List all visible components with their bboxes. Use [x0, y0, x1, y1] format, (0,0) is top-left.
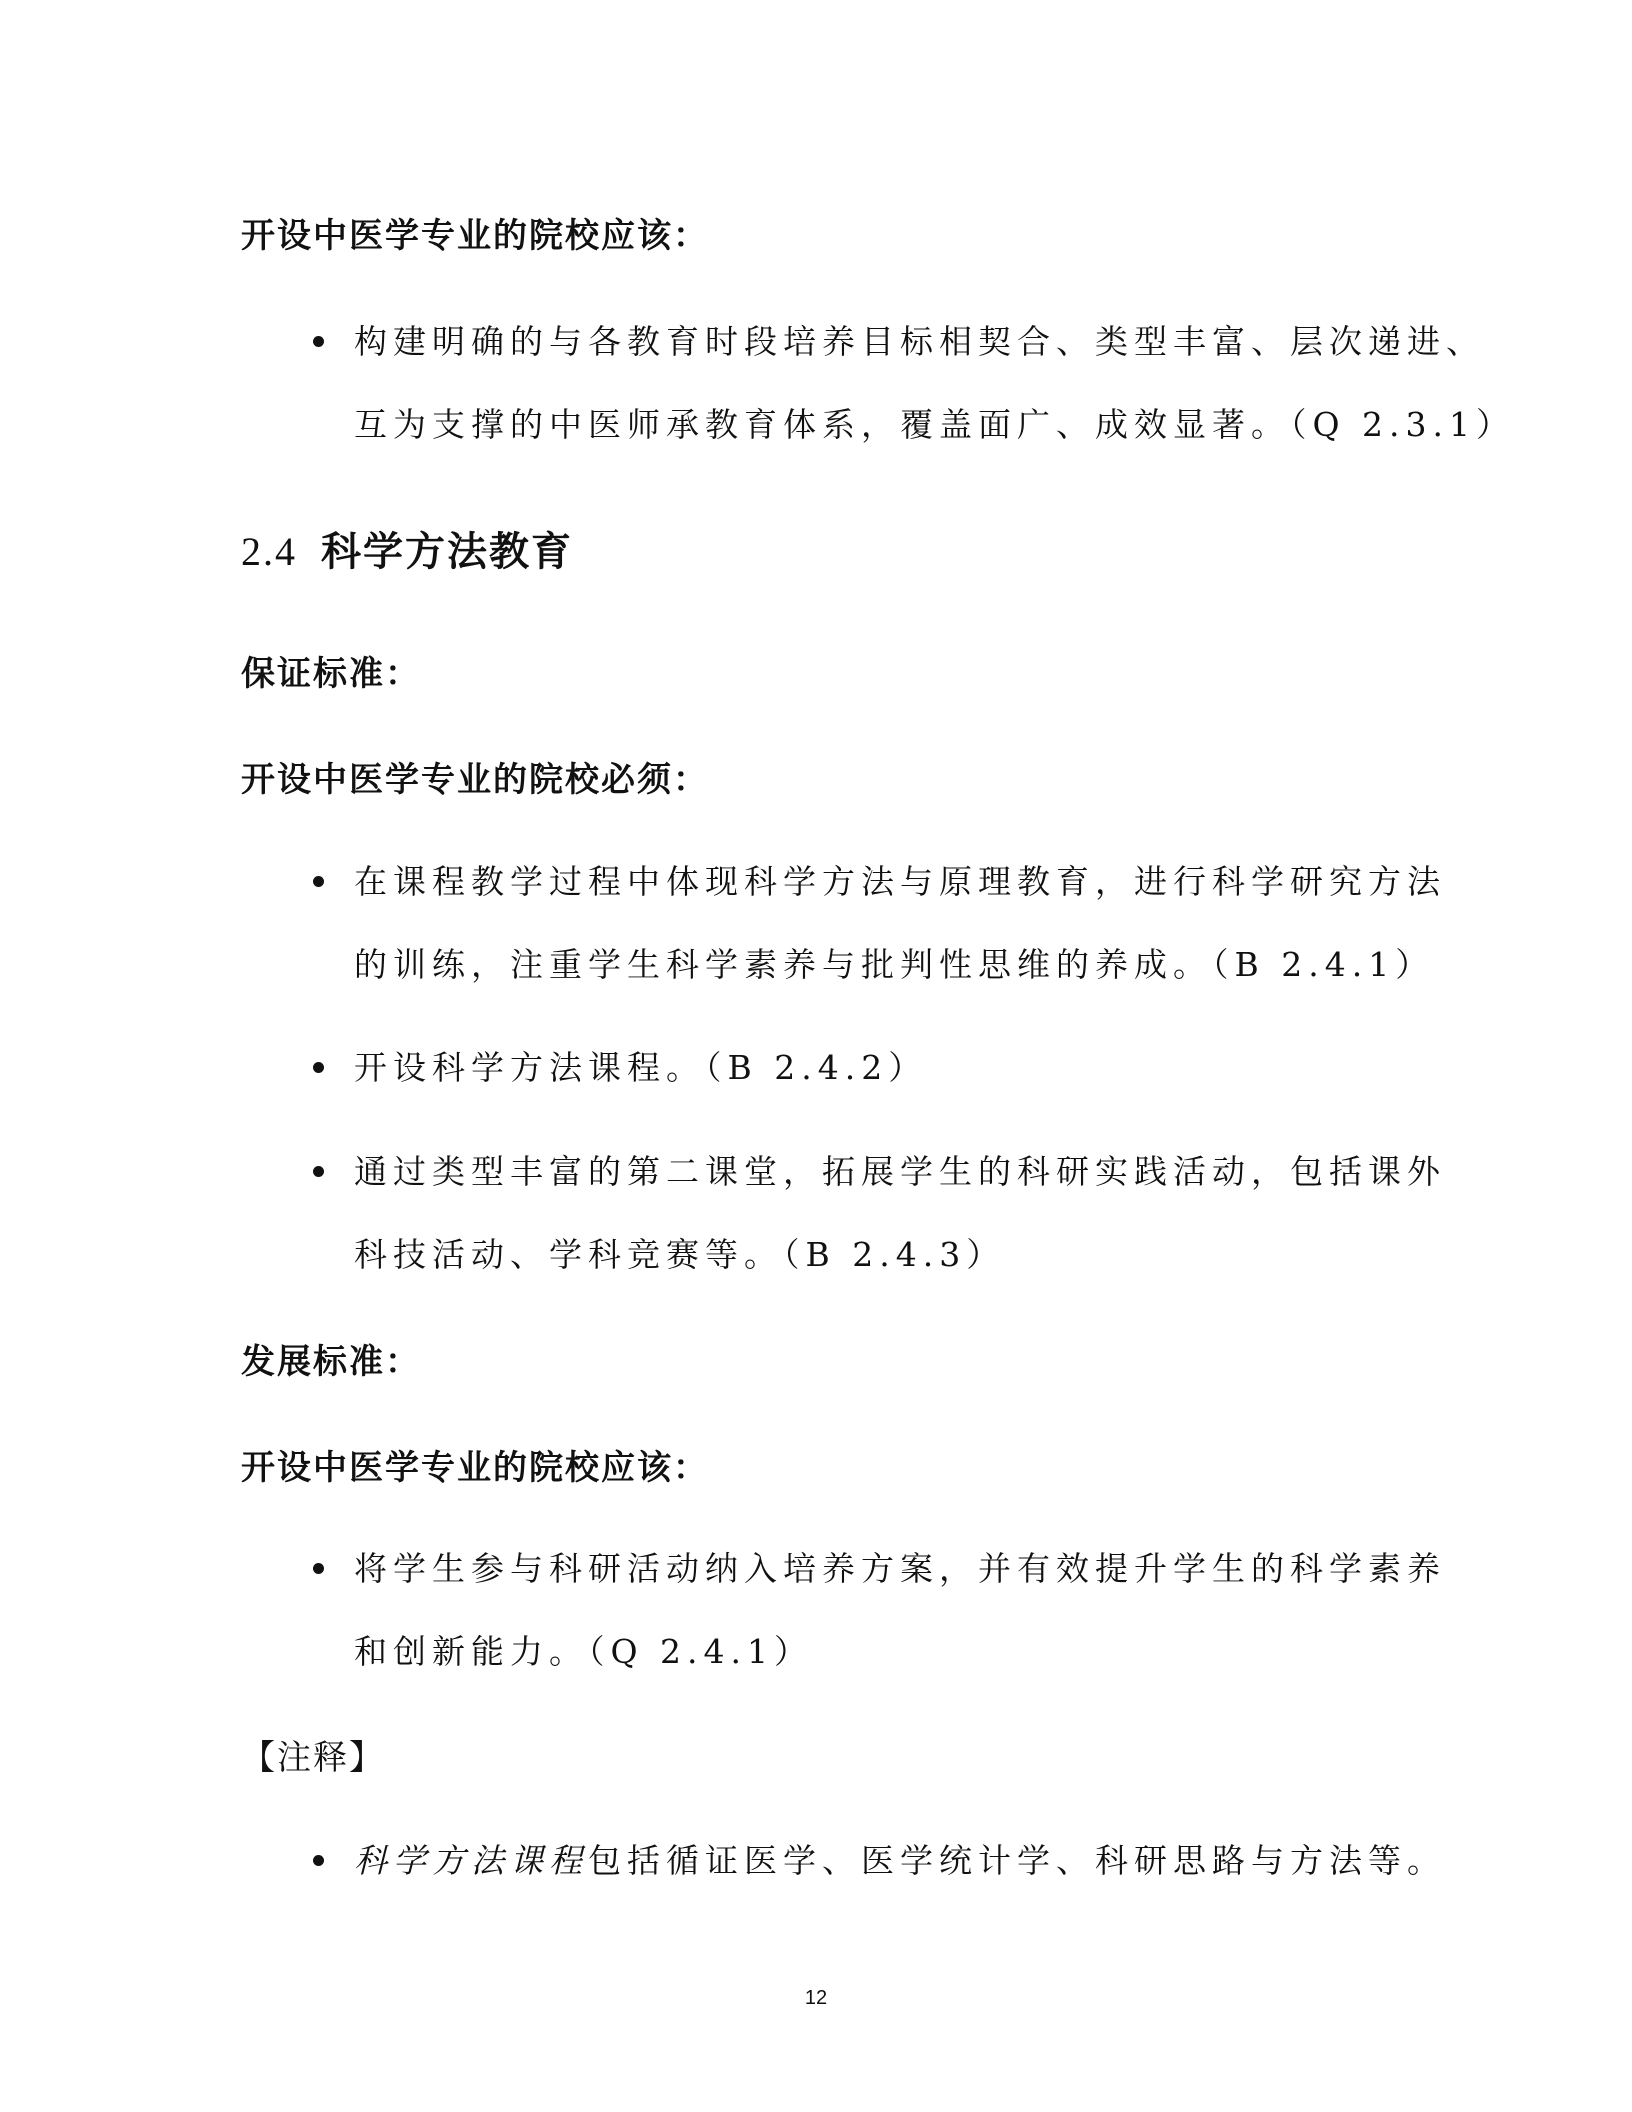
- list-item-line: 和创新能力。（Q 2.4.1）: [354, 1632, 814, 1671]
- basic-standard-label: 保证标准：: [241, 654, 421, 694]
- list-item-line: 在课程教学过程中体现科学方法与原理教育，进行科学研究方法: [354, 862, 1446, 901]
- basic-standard-intro: 开设中医学专业的院校必须：: [241, 760, 709, 800]
- development-standard-intro-prev: 开设中医学专业的院校应该：: [241, 216, 709, 256]
- bullet-icon: [313, 876, 324, 887]
- list-item-line: 互为支撑的中医师承教育体系，覆盖面广、成效显著。（Q 2.3.1）: [354, 405, 1516, 444]
- quality-standard-label: 发展标准：: [241, 1342, 421, 1382]
- note-term: 科学方法课程: [354, 1841, 588, 1880]
- note-line: [354, 1819, 1446, 1902]
- section-title: 科学方法教育: [321, 528, 573, 575]
- section-heading: [241, 520, 573, 577]
- bullet-icon: [313, 1855, 324, 1866]
- list-item-line: 构建明确的与各教育时段培养目标相契合、类型丰富、层次递进、: [354, 322, 1485, 361]
- list-item-b-2-4-1: [354, 840, 1446, 1006]
- list-item-b-2-4-3: [354, 1130, 1446, 1296]
- bullet-icon: [313, 1563, 324, 1574]
- list-item-q-2-4-1: [354, 1527, 1446, 1693]
- note-item: [354, 1819, 1446, 1902]
- note-text: 包括循证医学、医学统计学、科研思路与方法等。: [588, 1841, 1446, 1880]
- list-item-line: 将学生参与科研活动纳入培养方案，并有效提升学生的科学素养: [354, 1549, 1446, 1588]
- list-item-q-2-3-1: [354, 300, 1516, 466]
- bullet-icon: [313, 336, 324, 347]
- list-item-line: 通过类型丰富的第二课堂，拓展学生的科研实践活动，包括课外: [354, 1152, 1446, 1191]
- quality-standard-intro: 开设中医学专业的院校应该：: [241, 1448, 709, 1488]
- page-number: 12: [804, 1987, 828, 2009]
- list-item-line: 开设科学方法课程。（B 2.4.2）: [354, 1048, 928, 1087]
- list-item-line: 科技活动、学科竞赛等。（B 2.4.3）: [354, 1235, 1006, 1274]
- list-item-line: 的训练，注重学生科学素养与批判性思维的养成。（B 2.4.1）: [354, 945, 1435, 984]
- bullet-icon: [313, 1062, 324, 1073]
- notes-label: 【注释】: [241, 1738, 385, 1778]
- list-item-b-2-4-2: [354, 1026, 1400, 1109]
- bullet-icon: [313, 1166, 324, 1177]
- section-number: 2.4: [241, 529, 297, 574]
